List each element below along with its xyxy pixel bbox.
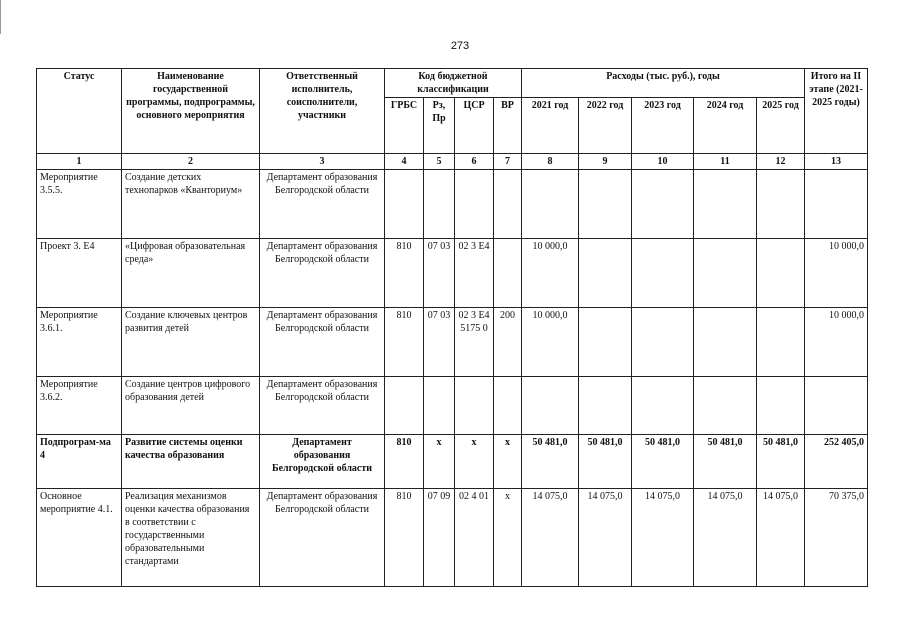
table-row xyxy=(37,170,868,239)
cell-grbs xyxy=(385,170,424,239)
cell-csr: 02 3 Е4 5175 0 xyxy=(455,308,494,377)
header-responsible: Ответственный исполнитель, соисполнители, участники xyxy=(260,69,385,154)
cell-2025: 14 075,0 xyxy=(757,489,805,587)
cell-rzpr: 07 03 xyxy=(424,308,455,377)
cell-total: 10 000,0 xyxy=(805,308,868,377)
cell-name: Создание детских технопарков «Кванториум» xyxy=(122,170,260,239)
cell-2024 xyxy=(694,308,757,377)
column-number: 4 xyxy=(385,154,424,170)
cell-status: Подпрограм-ма 4 xyxy=(37,435,122,489)
column-number: 9 xyxy=(579,154,632,170)
cell-csr xyxy=(455,377,494,435)
column-number: 6 xyxy=(455,154,494,170)
cell-2024: 14 075,0 xyxy=(694,489,757,587)
cell-2021: 14 075,0 xyxy=(522,489,579,587)
cell-vr xyxy=(494,239,522,308)
column-number: 3 xyxy=(260,154,385,170)
cell-2023: 14 075,0 xyxy=(632,489,694,587)
column-number: 8 xyxy=(522,154,579,170)
cell-2025 xyxy=(757,239,805,308)
cell-responsible: Департамент образования Белгородской области xyxy=(260,489,385,587)
cell-2025 xyxy=(757,170,805,239)
cell-rzpr xyxy=(424,170,455,239)
cell-rzpr xyxy=(424,377,455,435)
cell-total: 252 405,0 xyxy=(805,435,868,489)
header-year-2021: 2021 год xyxy=(522,98,579,154)
cell-status: Проект 3. Е4 xyxy=(37,239,122,308)
cell-2021 xyxy=(522,170,579,239)
cell-total xyxy=(805,377,868,435)
cell-2021 xyxy=(522,377,579,435)
cell-2021: 10 000,0 xyxy=(522,239,579,308)
cell-status: Мероприятие 3.6.2. xyxy=(37,377,122,435)
page-number: 273 xyxy=(450,40,470,52)
cell-total: 70 375,0 xyxy=(805,489,868,587)
cell-csr: 02 3 Е4 xyxy=(455,239,494,308)
cell-vr: х xyxy=(494,489,522,587)
column-number: 11 xyxy=(694,154,757,170)
cell-name: Реализация механизмов оценки качества образования в соответствии с государственными образовательными стандартами xyxy=(122,489,260,587)
cell-2023 xyxy=(632,170,694,239)
column-number: 2 xyxy=(122,154,260,170)
cell-grbs: 810 xyxy=(385,489,424,587)
cell-2022 xyxy=(579,308,632,377)
header-expenses: Расходы (тыс. руб.), годы xyxy=(522,69,805,98)
header-total: Итого на II этапе (2021-2025 годы) xyxy=(805,69,868,154)
cell-responsible: Департамент образования Белгородской области xyxy=(260,239,385,308)
cell-responsible: Департамент образования Белгородской области xyxy=(260,435,385,489)
cell-responsible: Департамент образования Белгородской области xyxy=(260,170,385,239)
cell-csr: 02 4 01 xyxy=(455,489,494,587)
header-grbs: ГРБС xyxy=(385,98,424,154)
cell-2022 xyxy=(579,377,632,435)
header-csr: ЦСР xyxy=(455,98,494,154)
cell-csr xyxy=(455,170,494,239)
cell-name: «Цифровая образовательная среда» xyxy=(122,239,260,308)
cell-total xyxy=(805,170,868,239)
cell-2022 xyxy=(579,170,632,239)
column-number: 7 xyxy=(494,154,522,170)
cell-2024: 50 481,0 xyxy=(694,435,757,489)
cell-2021: 50 481,0 xyxy=(522,435,579,489)
cell-2025 xyxy=(757,377,805,435)
cell-2024 xyxy=(694,239,757,308)
cell-2022: 50 481,0 xyxy=(579,435,632,489)
header-year-2025: 2025 год xyxy=(757,98,805,154)
cell-2025 xyxy=(757,308,805,377)
cell-rzpr: х xyxy=(424,435,455,489)
cell-vr xyxy=(494,170,522,239)
cell-2023 xyxy=(632,377,694,435)
column-number: 12 xyxy=(757,154,805,170)
cell-rzpr: 07 09 xyxy=(424,489,455,587)
header-budget-code: Код бюджетной классификации xyxy=(385,69,522,98)
header-rzpr: Рз, Пр xyxy=(424,98,455,154)
column-number: 5 xyxy=(424,154,455,170)
header-year-2022: 2022 год xyxy=(579,98,632,154)
cell-2023 xyxy=(632,239,694,308)
header-year-2024: 2024 год xyxy=(694,98,757,154)
cell-status: Мероприятие 3.5.5. xyxy=(37,170,122,239)
table-row xyxy=(37,239,868,308)
column-number-row xyxy=(37,154,868,170)
cell-name: Создание ключевых центров развития детей xyxy=(122,308,260,377)
cell-vr: х xyxy=(494,435,522,489)
cell-2022 xyxy=(579,239,632,308)
cell-2025: 50 481,0 xyxy=(757,435,805,489)
header-program-name: Наименование государственной программы, подпрограммы, основного мероприятия xyxy=(122,69,260,154)
cell-grbs: 810 xyxy=(385,239,424,308)
cell-responsible: Департамент образования Белгородской области xyxy=(260,377,385,435)
cell-2024 xyxy=(694,170,757,239)
column-number: 13 xyxy=(805,154,868,170)
cell-2022: 14 075,0 xyxy=(579,489,632,587)
cell-grbs: 810 xyxy=(385,435,424,489)
table-row xyxy=(37,377,868,435)
header-vr: ВР xyxy=(494,98,522,154)
cell-status: Мероприятие 3.6.1. xyxy=(37,308,122,377)
header-status: Статус xyxy=(37,69,122,154)
header-year-2023: 2023 год xyxy=(632,98,694,154)
table-row xyxy=(37,308,868,377)
cell-csr: х xyxy=(455,435,494,489)
cell-name: Создание центров цифрового образования детей xyxy=(122,377,260,435)
cell-grbs xyxy=(385,377,424,435)
cell-status: Основное мероприятие 4.1. xyxy=(37,489,122,587)
cell-2024 xyxy=(694,377,757,435)
cell-2023 xyxy=(632,308,694,377)
column-number: 10 xyxy=(632,154,694,170)
cell-2021: 10 000,0 xyxy=(522,308,579,377)
table-row xyxy=(37,489,868,587)
cell-name: Развитие системы оценки качества образования xyxy=(122,435,260,489)
cell-responsible: Департамент образования Белгородской области xyxy=(260,308,385,377)
cell-vr: 200 xyxy=(494,308,522,377)
cell-vr xyxy=(494,377,522,435)
budget-table xyxy=(36,68,868,587)
cell-total: 10 000,0 xyxy=(805,239,868,308)
cell-grbs: 810 xyxy=(385,308,424,377)
cell-2023: 50 481,0 xyxy=(632,435,694,489)
cell-rzpr: 07 03 xyxy=(424,239,455,308)
column-number: 1 xyxy=(37,154,122,170)
table-row-subprogram xyxy=(37,435,868,489)
page-edge-mark xyxy=(0,0,7,34)
